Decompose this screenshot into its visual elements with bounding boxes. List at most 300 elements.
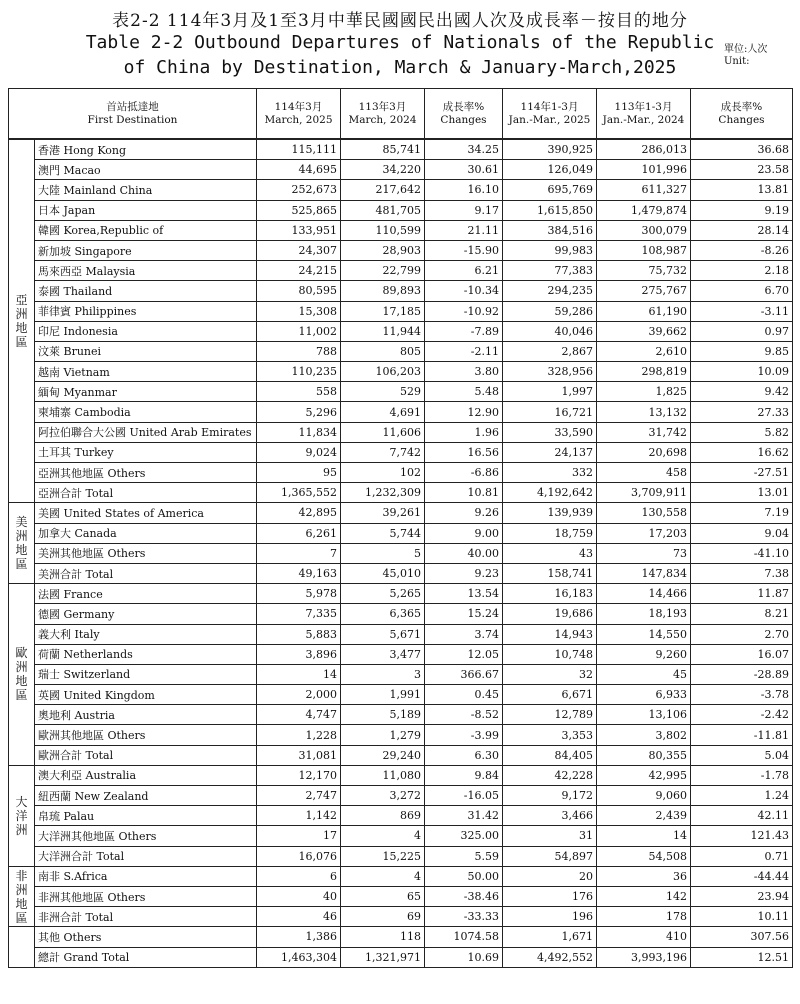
value-cell: 1074.58: [425, 927, 503, 947]
value-cell: 1,463,304: [257, 947, 341, 967]
destination-name: 英國 United Kingdom: [35, 685, 257, 705]
value-cell: 44,695: [257, 160, 341, 180]
table-row: [9, 200, 793, 220]
value-cell: 16,721: [503, 402, 597, 422]
value-cell: 529: [341, 382, 425, 402]
table-row: [9, 664, 793, 684]
value-cell: 11,080: [341, 765, 425, 785]
col-header-mar-2025: 114年3月 March, 2025: [257, 89, 341, 140]
value-cell: 5: [341, 543, 425, 563]
value-cell: -10.92: [425, 301, 503, 321]
table-row: [9, 382, 793, 402]
value-cell: 6.21: [425, 261, 503, 281]
value-cell: 14,466: [597, 584, 691, 604]
destination-name: 美國 United States of America: [35, 503, 257, 523]
value-cell: 9,260: [597, 644, 691, 664]
table-row: [9, 826, 793, 846]
value-cell: 42,895: [257, 503, 341, 523]
value-cell: 85,741: [341, 139, 425, 160]
header: [0, 0, 800, 88]
destination-name: 大洋洲其他地區 Others: [35, 826, 257, 846]
table-row: [9, 483, 793, 503]
value-cell: 11,944: [341, 321, 425, 341]
table-row: [9, 725, 793, 745]
outbound-departures-table: [8, 88, 793, 968]
value-cell: 2,000: [257, 685, 341, 705]
table-row: [9, 886, 793, 906]
value-cell: 61,190: [597, 301, 691, 321]
value-cell: 18,759: [503, 523, 597, 543]
value-cell: -15.90: [425, 240, 503, 260]
value-cell: 0.71: [691, 846, 793, 866]
value-cell: -27.51: [691, 463, 793, 483]
value-cell: -7.89: [425, 321, 503, 341]
value-cell: 30.61: [425, 160, 503, 180]
value-cell: 3,353: [503, 725, 597, 745]
value-cell: 10.09: [691, 362, 793, 382]
value-cell: 5,189: [341, 705, 425, 725]
value-cell: 80,355: [597, 745, 691, 765]
destination-name: 奧地利 Austria: [35, 705, 257, 725]
value-cell: 869: [341, 806, 425, 826]
value-cell: 1,142: [257, 806, 341, 826]
value-cell: 298,819: [597, 362, 691, 382]
value-cell: 558: [257, 382, 341, 402]
destination-name: 越南 Vietnam: [35, 362, 257, 382]
col-header-jan-mar-2024: 113年1-3月 Jan.-Mar., 2024: [597, 89, 691, 140]
value-cell: 2,747: [257, 786, 341, 806]
value-cell: 73: [597, 543, 691, 563]
value-cell: 294,235: [503, 281, 597, 301]
value-cell: 158,741: [503, 563, 597, 583]
value-cell: 59,286: [503, 301, 597, 321]
value-cell: 101,996: [597, 160, 691, 180]
table-row: [9, 927, 793, 947]
value-cell: 133,951: [257, 220, 341, 240]
value-cell: 4,691: [341, 402, 425, 422]
destination-name: 汶萊 Brunei: [35, 341, 257, 361]
value-cell: 9.00: [425, 523, 503, 543]
value-cell: 9,172: [503, 786, 597, 806]
value-cell: 5,671: [341, 624, 425, 644]
value-cell: 9.42: [691, 382, 793, 402]
destination-name: 德國 Germany: [35, 604, 257, 624]
value-cell: 45,010: [341, 563, 425, 583]
region-label: [9, 927, 35, 967]
value-cell: 6,365: [341, 604, 425, 624]
value-cell: 3,802: [597, 725, 691, 745]
value-cell: 1.24: [691, 786, 793, 806]
value-cell: 40: [257, 886, 341, 906]
value-cell: 6,933: [597, 685, 691, 705]
value-cell: 34,220: [341, 160, 425, 180]
value-cell: 9.19: [691, 200, 793, 220]
value-cell: 6,261: [257, 523, 341, 543]
destination-name: 亞洲合計 Total: [35, 483, 257, 503]
value-cell: 12.90: [425, 402, 503, 422]
table-row: [9, 705, 793, 725]
value-cell: 695,769: [503, 180, 597, 200]
value-cell: 4,747: [257, 705, 341, 725]
value-cell: 17: [257, 826, 341, 846]
destination-name: 澳大利亞 Australia: [35, 765, 257, 785]
value-cell: 43: [503, 543, 597, 563]
value-cell: 12,170: [257, 765, 341, 785]
value-cell: 11,002: [257, 321, 341, 341]
destination-name: 馬來西亞 Malaysia: [35, 261, 257, 281]
col-header-mar-change: 成長率% Changes: [425, 89, 503, 140]
value-cell: 28,903: [341, 240, 425, 260]
value-cell: 139,939: [503, 503, 597, 523]
destination-name: 加拿大 Canada: [35, 523, 257, 543]
destination-name: 大陸 Mainland China: [35, 180, 257, 200]
value-cell: 22,799: [341, 261, 425, 281]
unit-label-zh: 單位:人次: [724, 44, 768, 55]
value-cell: 1,671: [503, 927, 597, 947]
value-cell: 12.05: [425, 644, 503, 664]
value-cell: 9,024: [257, 442, 341, 462]
value-cell: 1,365,552: [257, 483, 341, 503]
value-cell: 1,321,971: [341, 947, 425, 967]
value-cell: 20,698: [597, 442, 691, 462]
destination-name: 柬埔寨 Cambodia: [35, 402, 257, 422]
table-row: [9, 765, 793, 785]
value-cell: 15.24: [425, 604, 503, 624]
value-cell: 525,865: [257, 200, 341, 220]
value-cell: 11,834: [257, 422, 341, 442]
value-cell: 6.30: [425, 745, 503, 765]
table-row: [9, 281, 793, 301]
value-cell: 11.87: [691, 584, 793, 604]
value-cell: 7.38: [691, 563, 793, 583]
value-cell: 32: [503, 664, 597, 684]
table-row: [9, 240, 793, 260]
value-cell: 458: [597, 463, 691, 483]
value-cell: 300,079: [597, 220, 691, 240]
table-row: [9, 220, 793, 240]
value-cell: 18,193: [597, 604, 691, 624]
value-cell: 0.45: [425, 685, 503, 705]
value-cell: 24,137: [503, 442, 597, 462]
region-label: 亞洲地區: [9, 139, 35, 503]
table-row: [9, 604, 793, 624]
destination-name: 其他 Others: [35, 927, 257, 947]
value-cell: -16.05: [425, 786, 503, 806]
table-row: [9, 806, 793, 826]
value-cell: 6: [257, 866, 341, 886]
table-row: [9, 745, 793, 765]
value-cell: 6,671: [503, 685, 597, 705]
value-cell: 126,049: [503, 160, 597, 180]
value-cell: 332: [503, 463, 597, 483]
table-row: [9, 321, 793, 341]
value-cell: 384,516: [503, 220, 597, 240]
destination-name: 韓國 Korea,Republic of: [35, 220, 257, 240]
value-cell: 99,983: [503, 240, 597, 260]
destination-name: 總計 Grand Total: [35, 947, 257, 967]
destination-name: 阿拉伯聯合大公國 United Arab Emirates: [35, 422, 257, 442]
table-row: [9, 139, 793, 160]
value-cell: 110,235: [257, 362, 341, 382]
value-cell: 45: [597, 664, 691, 684]
title-english-line1: Table 2-2 Outbound Departures of Nationals of the Republic: [85, 32, 715, 53]
value-cell: 3,896: [257, 644, 341, 664]
value-cell: 21.11: [425, 220, 503, 240]
value-cell: 16.56: [425, 442, 503, 462]
value-cell: 3: [341, 664, 425, 684]
value-cell: 42,228: [503, 765, 597, 785]
value-cell: 121.43: [691, 826, 793, 846]
value-cell: -8.26: [691, 240, 793, 260]
value-cell: 1,479,874: [597, 200, 691, 220]
value-cell: -3.78: [691, 685, 793, 705]
value-cell: 8.21: [691, 604, 793, 624]
value-cell: 102: [341, 463, 425, 483]
value-cell: 3.80: [425, 362, 503, 382]
destination-name: 荷蘭 Netherlands: [35, 644, 257, 664]
destination-name: 法國 France: [35, 584, 257, 604]
value-cell: 11,606: [341, 422, 425, 442]
table-row: [9, 341, 793, 361]
table-row: [9, 786, 793, 806]
value-cell: 788: [257, 341, 341, 361]
value-cell: 16.07: [691, 644, 793, 664]
value-cell: 16.62: [691, 442, 793, 462]
table-row: [9, 503, 793, 523]
value-cell: 14,550: [597, 624, 691, 644]
value-cell: 1.96: [425, 422, 503, 442]
table-row: [9, 523, 793, 543]
value-cell: 9.85: [691, 341, 793, 361]
destination-name: 土耳其 Turkey: [35, 442, 257, 462]
value-cell: 95: [257, 463, 341, 483]
value-cell: 5,296: [257, 402, 341, 422]
value-cell: 7: [257, 543, 341, 563]
table-row: [9, 362, 793, 382]
value-cell: 611,327: [597, 180, 691, 200]
value-cell: 6.70: [691, 281, 793, 301]
value-cell: 1,825: [597, 382, 691, 402]
value-cell: 328,956: [503, 362, 597, 382]
value-cell: 39,261: [341, 503, 425, 523]
destination-name: 歐洲其他地區 Others: [35, 725, 257, 745]
table-row: [9, 907, 793, 927]
value-cell: 5.59: [425, 846, 503, 866]
value-cell: 34.25: [425, 139, 503, 160]
table-row: [9, 261, 793, 281]
value-cell: 115,111: [257, 139, 341, 160]
value-cell: -3.99: [425, 725, 503, 745]
table-row: [9, 402, 793, 422]
value-cell: 142: [597, 886, 691, 906]
value-cell: 366.67: [425, 664, 503, 684]
table-row: [9, 563, 793, 583]
value-cell: 13.01: [691, 483, 793, 503]
table-row: [9, 463, 793, 483]
value-cell: 130,558: [597, 503, 691, 523]
table-header-row: [9, 89, 793, 140]
value-cell: 9.84: [425, 765, 503, 785]
value-cell: -33.33: [425, 907, 503, 927]
value-cell: 23.94: [691, 886, 793, 906]
value-cell: 10.11: [691, 907, 793, 927]
value-cell: 178: [597, 907, 691, 927]
value-cell: 3,466: [503, 806, 597, 826]
destination-name: 非洲合計 Total: [35, 907, 257, 927]
value-cell: 75,732: [597, 261, 691, 281]
value-cell: -28.89: [691, 664, 793, 684]
table-row: [9, 644, 793, 664]
region-label: 歐洲地區: [9, 584, 35, 766]
value-cell: 80,595: [257, 281, 341, 301]
value-cell: 39,662: [597, 321, 691, 341]
value-cell: 16,076: [257, 846, 341, 866]
value-cell: -38.46: [425, 886, 503, 906]
col-header-jan-mar-change: 成長率% Changes: [691, 89, 793, 140]
destination-name: 亞洲其他地區 Others: [35, 463, 257, 483]
value-cell: 36: [597, 866, 691, 886]
value-cell: 28.14: [691, 220, 793, 240]
col-header-mar-2024: 113年3月 March, 2024: [341, 89, 425, 140]
value-cell: 2.70: [691, 624, 793, 644]
value-cell: 36.68: [691, 139, 793, 160]
value-cell: 0.97: [691, 321, 793, 341]
value-cell: -44.44: [691, 866, 793, 886]
value-cell: 46: [257, 907, 341, 927]
value-cell: 20: [503, 866, 597, 886]
value-cell: 9.04: [691, 523, 793, 543]
value-cell: 410: [597, 927, 691, 947]
value-cell: 24,215: [257, 261, 341, 281]
value-cell: 33,590: [503, 422, 597, 442]
table-row: [9, 624, 793, 644]
value-cell: 2,610: [597, 341, 691, 361]
unit-label: [724, 44, 767, 68]
value-cell: 275,767: [597, 281, 691, 301]
value-cell: 805: [341, 341, 425, 361]
value-cell: 5,978: [257, 584, 341, 604]
value-cell: 10.81: [425, 483, 503, 503]
region-label: 美洲地區: [9, 503, 35, 584]
value-cell: 31,742: [597, 422, 691, 442]
table-row: [9, 160, 793, 180]
value-cell: 176: [503, 886, 597, 906]
destination-name: 日本 Japan: [35, 200, 257, 220]
value-cell: 4: [341, 826, 425, 846]
value-cell: 54,508: [597, 846, 691, 866]
value-cell: 2,439: [597, 806, 691, 826]
value-cell: 2,867: [503, 341, 597, 361]
value-cell: 7.19: [691, 503, 793, 523]
destination-name: 菲律賓 Philippines: [35, 301, 257, 321]
value-cell: 4,192,642: [503, 483, 597, 503]
destination-name: 大洋洲合計 Total: [35, 846, 257, 866]
value-cell: 89,893: [341, 281, 425, 301]
value-cell: 9.17: [425, 200, 503, 220]
value-cell: 13,132: [597, 402, 691, 422]
value-cell: 24,307: [257, 240, 341, 260]
value-cell: 5.48: [425, 382, 503, 402]
value-cell: 13.54: [425, 584, 503, 604]
value-cell: -41.10: [691, 543, 793, 563]
destination-name: 美洲其他地區 Others: [35, 543, 257, 563]
unit-label-en: Unit:: [724, 56, 750, 67]
col-header-destination: 首站抵達地 First Destination: [9, 89, 257, 140]
table-row: [9, 846, 793, 866]
value-cell: 1,386: [257, 927, 341, 947]
value-cell: 10,748: [503, 644, 597, 664]
value-cell: 31: [503, 826, 597, 846]
value-cell: 40.00: [425, 543, 503, 563]
destination-name: 美洲合計 Total: [35, 563, 257, 583]
value-cell: 14,943: [503, 624, 597, 644]
value-cell: 118: [341, 927, 425, 947]
value-cell: 29,240: [341, 745, 425, 765]
value-cell: 3,993,196: [597, 947, 691, 967]
value-cell: 5,265: [341, 584, 425, 604]
value-cell: 23.58: [691, 160, 793, 180]
value-cell: 12.51: [691, 947, 793, 967]
value-cell: 31.42: [425, 806, 503, 826]
value-cell: 77,383: [503, 261, 597, 281]
value-cell: 110,599: [341, 220, 425, 240]
value-cell: 217,642: [341, 180, 425, 200]
value-cell: 252,673: [257, 180, 341, 200]
destination-name: 印尼 Indonesia: [35, 321, 257, 341]
table-row: [9, 543, 793, 563]
value-cell: 5.04: [691, 745, 793, 765]
value-cell: 15,308: [257, 301, 341, 321]
table-row: [9, 180, 793, 200]
value-cell: -2.42: [691, 705, 793, 725]
col-header-jan-mar-2025: 114年1-3月 Jan.-Mar., 2025: [503, 89, 597, 140]
value-cell: 13,106: [597, 705, 691, 725]
value-cell: 1,232,309: [341, 483, 425, 503]
value-cell: 7,335: [257, 604, 341, 624]
value-cell: 481,705: [341, 200, 425, 220]
table-row: [9, 584, 793, 604]
value-cell: 16.10: [425, 180, 503, 200]
value-cell: 1,228: [257, 725, 341, 745]
value-cell: 9,060: [597, 786, 691, 806]
destination-name: 紐西蘭 New Zealand: [35, 786, 257, 806]
value-cell: 49,163: [257, 563, 341, 583]
value-cell: 3.74: [425, 624, 503, 644]
destination-name: 香港 Hong Kong: [35, 139, 257, 160]
table-row: [9, 947, 793, 967]
value-cell: -2.11: [425, 341, 503, 361]
value-cell: 15,225: [341, 846, 425, 866]
value-cell: 27.33: [691, 402, 793, 422]
value-cell: -1.78: [691, 765, 793, 785]
table-body: [9, 139, 793, 967]
value-cell: 1,991: [341, 685, 425, 705]
destination-name: 南非 S.Africa: [35, 866, 257, 886]
value-cell: -3.11: [691, 301, 793, 321]
value-cell: 14: [257, 664, 341, 684]
value-cell: 307.56: [691, 927, 793, 947]
value-cell: 12,789: [503, 705, 597, 725]
destination-name: 澳門 Macao: [35, 160, 257, 180]
value-cell: 1,279: [341, 725, 425, 745]
value-cell: 13.81: [691, 180, 793, 200]
value-cell: 286,013: [597, 139, 691, 160]
value-cell: 5,744: [341, 523, 425, 543]
value-cell: 50.00: [425, 866, 503, 886]
table-row: [9, 685, 793, 705]
value-cell: 4,492,552: [503, 947, 597, 967]
value-cell: 54,897: [503, 846, 597, 866]
